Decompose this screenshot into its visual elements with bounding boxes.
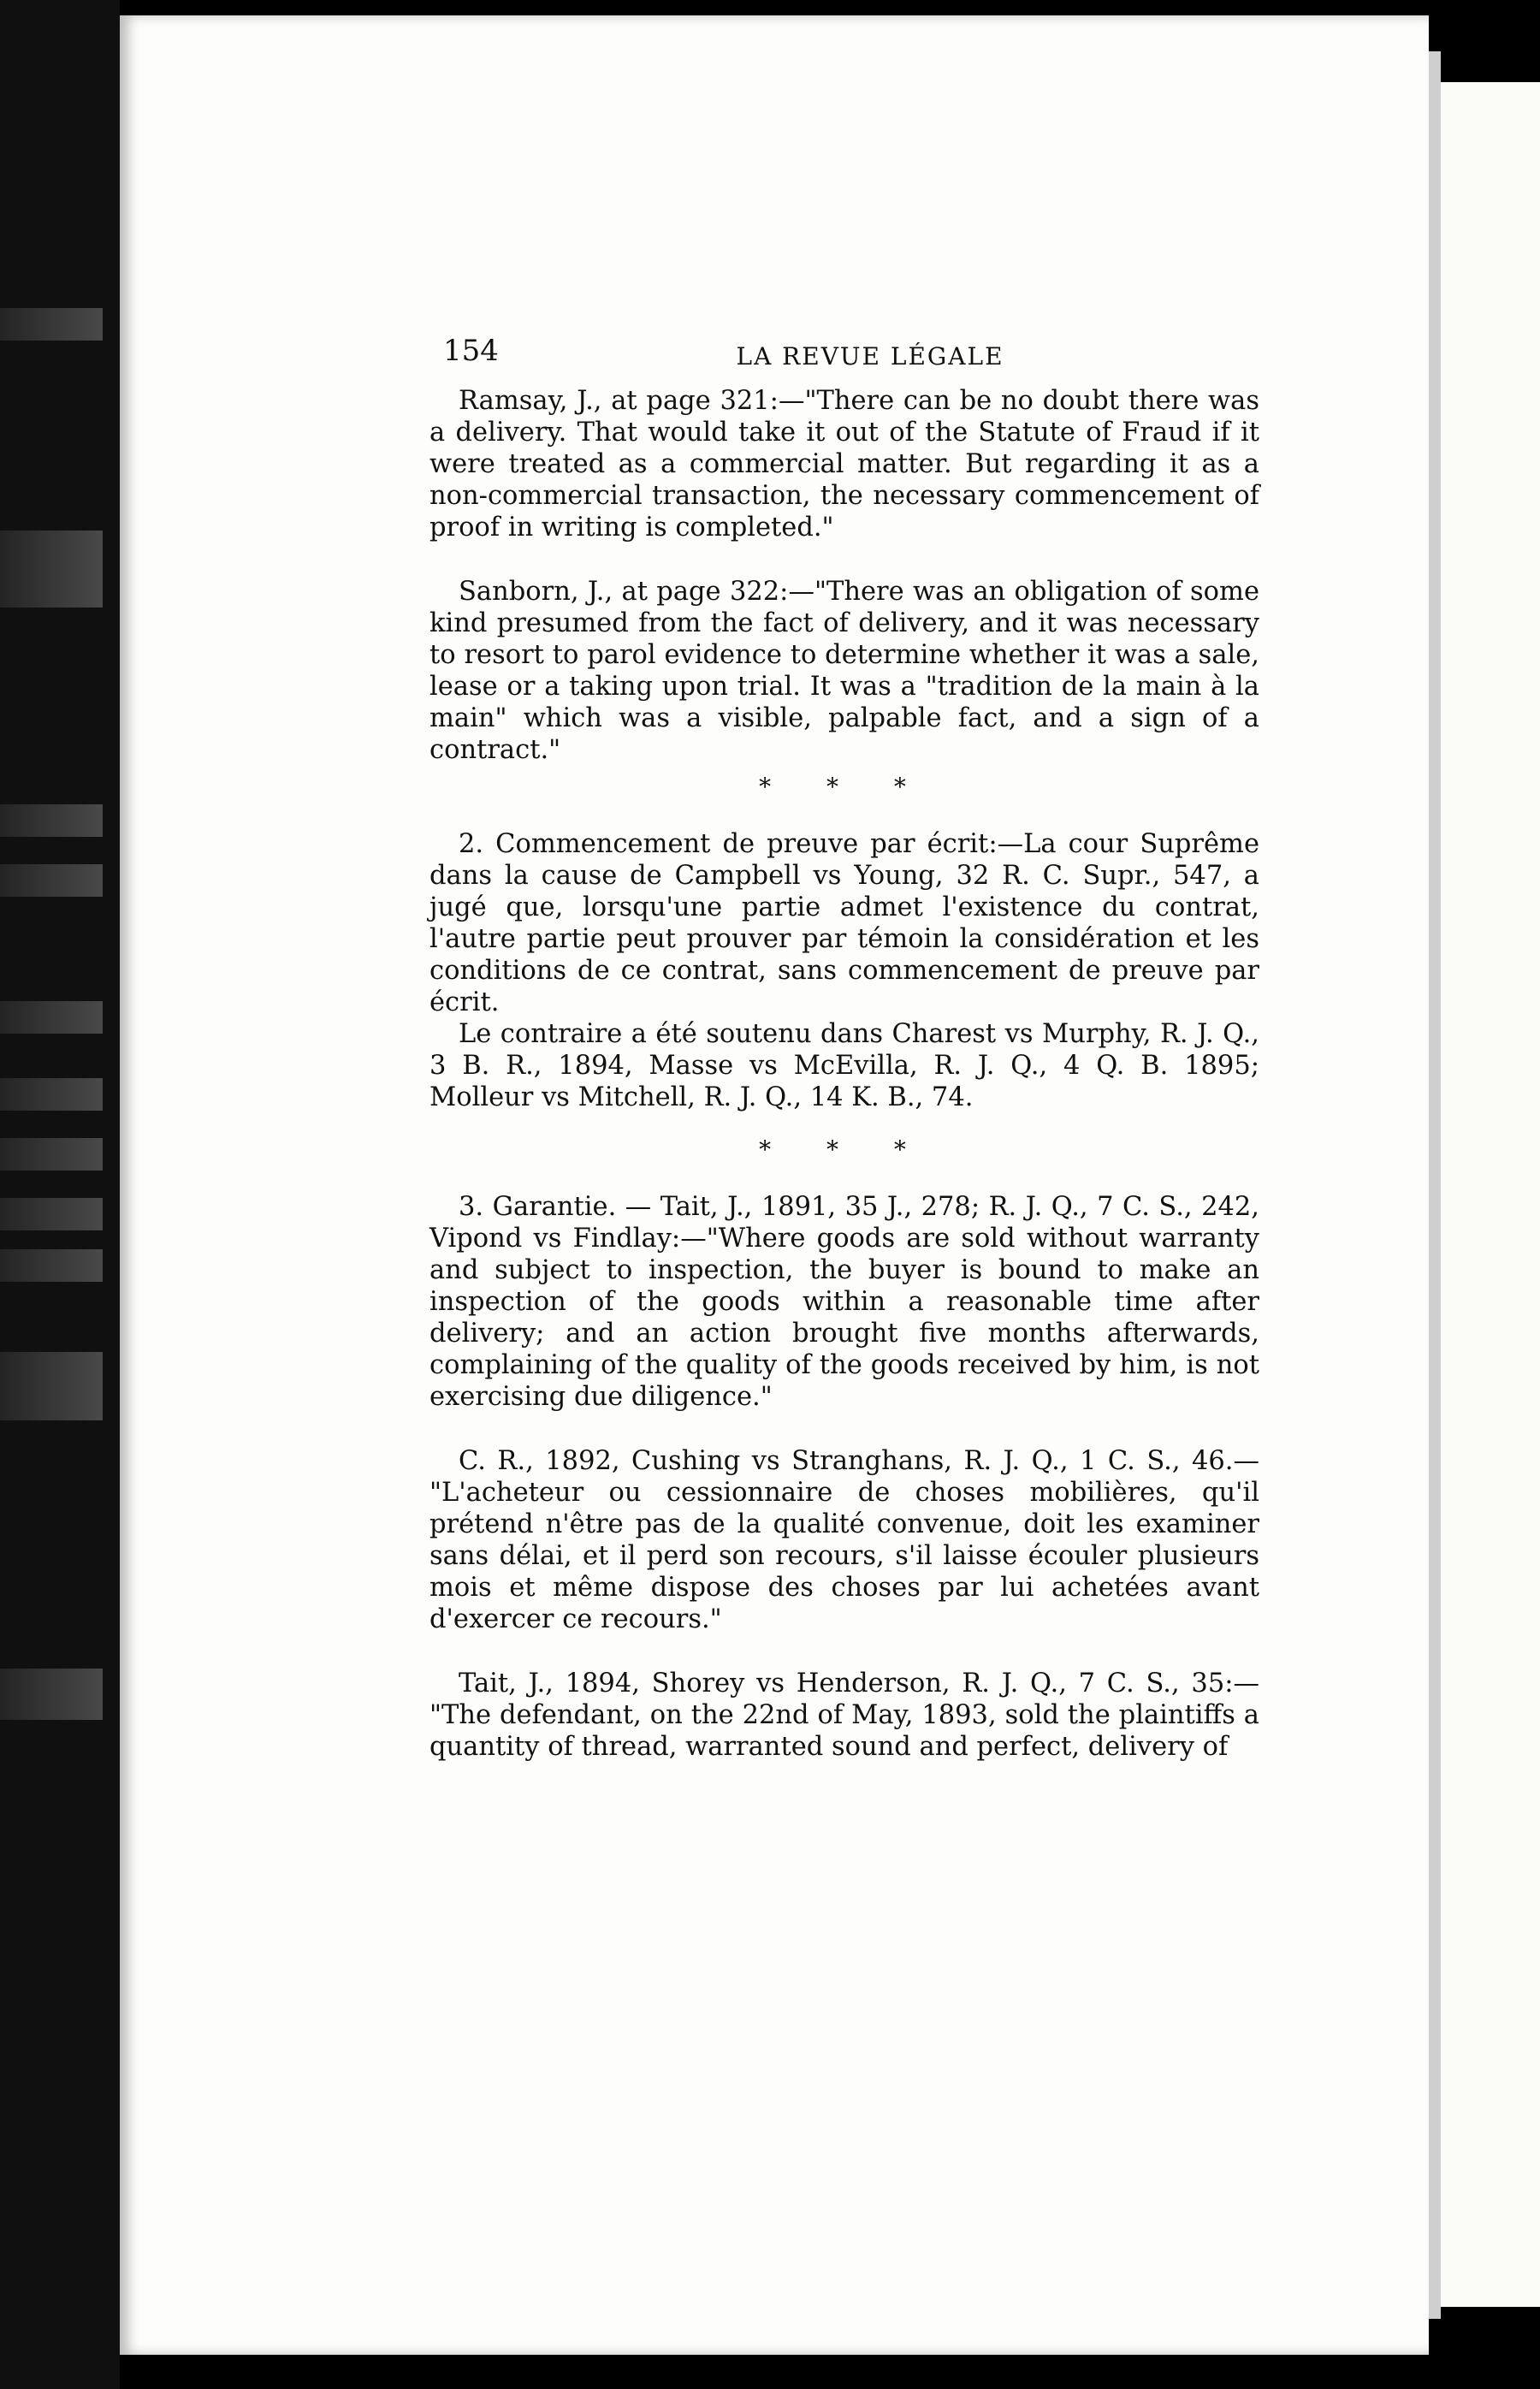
page-text <box>429 325 1259 1763</box>
page-edge <box>1429 51 1441 2319</box>
next-page-sliver <box>1441 82 1540 2307</box>
bleed-mark <box>0 1198 103 1230</box>
bleed-mark <box>0 1669 103 1720</box>
section-break: * * * <box>759 1135 930 1164</box>
bleed-mark <box>0 1138 103 1171</box>
paragraph-garantie: 3. Garantie. — Tait, J., 1891, 35 J., 278; R. J. Q., 7 C. S., 242, Vipond vs Findlay:—"Where goods are sold without warranty and subject to inspection, the buyer is bound to make an inspection of the goods within a reasonable time after delivery; and an action brought five months afterwards, complaining of the quality of the goods received by him, is not exercising due diligence." <box>429 1192 1259 1412</box>
bleed-mark <box>0 864 103 897</box>
paragraph-sanborn: Sanborn, J., at page 322:—"There was an obligation of some kind presumed from the fact of delivery, and it was necessary to resort to parol evidence to determine whether it was a sale, lease or a taking upon trial. It was a "tradition de la main à la main" which was a visible, palpable fact, and a sign of a contract." <box>429 577 1259 765</box>
bleed-mark <box>0 1001 103 1034</box>
paragraph-shorey: Tait, J., 1894, Shorey vs Henderson, R. J. Q., 7 C. S., 35:— "The defendant, on the 22nd of May, 1893, sold the plaintiffs a quantity of thread, warranted sound and perfect, delivery of <box>429 1669 1259 1762</box>
bleed-mark <box>0 804 103 837</box>
page-number: 154 <box>443 334 499 368</box>
bleed-mark <box>0 308 103 341</box>
bleed-mark <box>0 531 103 608</box>
paragraph-commencement-de-preuve: 2. Commencement de preuve par écrit:—La cour Suprême dans la cause de Campbell vs Young, 32 R. C. Supr., 547, a jugé que, lorsqu'une partie admet l'existence du contrat, l'autre partie peut prouver par témoin la considération et les conditions de ce contrat, sans commencement de preuve par écrit. <box>429 829 1259 1017</box>
paragraph-contraire: Le contraire a été soutenu dans Charest vs Murphy, R. J. Q., 3 B. R., 1894, Masse vs McEvilla, R. J. Q., 4 Q. B. 1895; Molleur vs Mitchell, R. J. Q., 14 K. B., 74. <box>429 1019 1259 1112</box>
bleed-mark <box>0 1352 103 1420</box>
running-head <box>429 325 1259 378</box>
journal-title: LA REVUE LÉGALE <box>736 342 1004 371</box>
previous-page-bleed <box>0 0 120 2389</box>
bleed-mark <box>0 1078 103 1111</box>
bleed-mark <box>0 1249 103 1282</box>
section-break: * * * <box>759 773 930 801</box>
paragraph-cushing: C. R., 1892, Cushing vs Stranghans, R. J. Q., 1 C. S., 46.— "L'acheteur ou cessionnaire de choses mobilières, qu'il prétend n'être pas de la qualité convenue, doit les examiner sans délai, et il perd son recours, s'il laisse écouler plusieurs mois et même dispose des choses par lui achetées avant d'exercer ce recours." <box>429 1446 1259 1634</box>
paragraph-ramsay: Ramsay, J., at page 321:—"There can be no doubt there was a delivery. That would take it out of the Statute of Fraud if it were treated as a commercial matter. But regarding it as a non-commercial transaction, the necessary commencement of proof in writing is completed." <box>429 386 1259 542</box>
